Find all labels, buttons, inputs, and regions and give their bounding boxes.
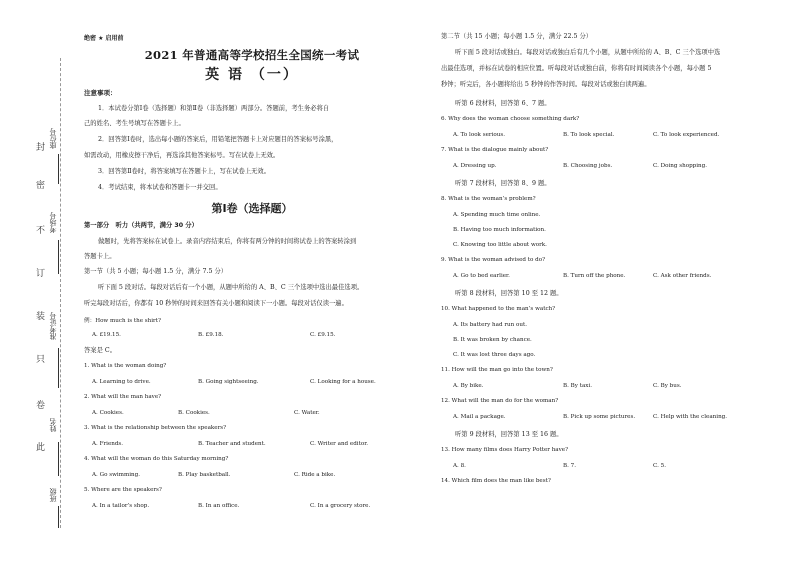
notice-line: 1．本试卷分第Ⅰ卷（选择题）和第Ⅱ卷（非选择题）两部分。答题前，考生务必将自 — [98, 105, 330, 112]
field-label: 准考证号 — [49, 312, 57, 340]
answer-option: B. Teacher and student. — [198, 441, 266, 447]
seal-char: 订 — [36, 269, 46, 279]
answer-option: A. To look serious. — [453, 132, 505, 138]
top-secret-label: 绝密 ★ 启用前 — [84, 35, 124, 42]
binding-dash-line — [60, 58, 61, 528]
question-text: 10. What happened to the man’s watch? — [441, 306, 556, 312]
question-text: 4. What will the woman do this Saturday morning? — [84, 456, 229, 462]
exam-title: 2021 年普通高等学校招生全国统一考试 — [144, 48, 360, 62]
subject-title: 英 语 （一） — [205, 67, 299, 83]
notice-line: 己的姓名、考生号填写在答题卡上。 — [84, 120, 185, 127]
answer-option: A. Its battery had run out. — [453, 322, 527, 328]
question-text: 2. What will the man have? — [84, 394, 162, 400]
notice-line: 3．回答第Ⅱ卷时，将答案填写在答题卡上，写在试卷上无效。 — [98, 168, 271, 175]
section2-intro-line: 出最佳选项，并标在试卷的相应位置。听每段对话或独白前，你将有时间阅读各个小题，每小题 5 — [441, 65, 712, 72]
example-question: 例：How much is the shirt? — [84, 318, 161, 324]
notice-line: 2．回答第Ⅰ卷时，选出每小题的答案后，用铅笔把答题卡上对应题目的答案标号涂黑， — [98, 136, 338, 143]
notice-line: 如需改动，用橡皮擦干净后，再选涂其他答案标号。写在试卷上无效。 — [84, 152, 280, 159]
answer-option: C. Water. — [294, 410, 320, 416]
question-text: 13. How many films does Harry Potter have? — [441, 447, 569, 453]
answer-option: B. Cookies. — [178, 410, 210, 416]
question-text: 9. What is the woman advised to do? — [441, 257, 546, 263]
field-underline — [58, 240, 59, 274]
answer-option: A. Learning to drive. — [92, 379, 151, 385]
answer-option: B. Pick up some pictures. — [563, 414, 636, 420]
answer-option: B. Having too much information. — [453, 227, 546, 233]
question-text: 8. What is the woman’s problem? — [441, 196, 536, 202]
section2-intro-line: 听下面 5 段对话或独白。每段对话或独白后有几个小题，从题中所给的 A、B、C 三个选项中选 — [455, 49, 721, 56]
answer-option: C. In a grocery store. — [310, 503, 371, 509]
section1-intro-line: 听下面 5 段对话。每段对话后有一个小题，从题中所给的 A、B、C 三个选项中选出最佳选项。 — [98, 284, 364, 291]
answer-option: C. To look experienced. — [653, 132, 720, 138]
answer-option: C. Help with the cleaning. — [653, 414, 728, 420]
volume-title: 第Ⅰ卷（选择题） — [211, 202, 293, 215]
answer-option: A. Friends. — [92, 441, 124, 447]
answer-option: B. By taxi. — [563, 383, 593, 389]
answer-option: C. Looking for a house. — [310, 379, 376, 385]
answer-option: A. In a tailor’s shop. — [92, 503, 150, 509]
material-instruction: 听第 7 段材料，回答第 8、9 题。 — [455, 180, 551, 187]
field-label: 班级 — [49, 488, 57, 502]
answer-option: B. Play basketball. — [178, 472, 231, 478]
question-text: 12. What will the man do for the woman? — [441, 398, 559, 404]
answer-option: B. Choosing jobs. — [563, 163, 613, 169]
section2-heading: 第二节（共 15 小题；每小题 1.5 分，满分 22.5 分） — [441, 33, 593, 40]
answer-option: A. Go to bed earlier. — [453, 273, 510, 279]
answer-option: C. Ride a bike. — [294, 472, 336, 478]
answer-option: B. In an office. — [198, 503, 240, 509]
answer-option: C. It was lost three days ago. — [453, 352, 536, 358]
answer-option: A. Dressing up. — [453, 163, 497, 169]
material-instruction: 听第 8 段材料，回答第 10 至 12 题。 — [455, 290, 563, 297]
part1-intro-line: 答题卡上。 — [84, 253, 116, 260]
answer-option: C. By bus. — [653, 383, 682, 389]
notice-line: 4．考试结束，将本试卷和答题卡一并交回。 — [98, 184, 222, 191]
seal-char: 密 — [36, 181, 46, 191]
answer-option: A. Mail a package. — [453, 414, 506, 420]
question-text: 1. What is the woman doing? — [84, 363, 167, 369]
section1-intro-line: 听完每段对话后，你都有 10 秒钟的时间来回答有关小题和阅读下一小题。每段对话仅读一遍。 — [84, 300, 348, 307]
seal-char: 卷 — [36, 401, 46, 411]
material-instruction: 听第 9 段材料，回答第 13 至 16 题。 — [455, 431, 563, 438]
answer-option: C. Doing shopping. — [653, 163, 707, 169]
answer-option: A. 8. — [453, 463, 466, 469]
answer-option: C. Writer and editor. — [310, 441, 369, 447]
answer-option: B. 7. — [563, 463, 577, 469]
answer-option: A. By bike. — [453, 383, 484, 389]
answer-option: C. Knowing too little about work. — [453, 242, 547, 248]
question-text: 6. Why does the woman choose something dark? — [441, 116, 580, 122]
field-label: 考场号 — [49, 212, 57, 233]
field-label: 座位号 — [49, 128, 57, 149]
answer-option: B. It was broken by chance. — [453, 337, 532, 343]
example-option-c: C. £9.15. — [310, 332, 336, 338]
answer-option: C. Ask other friends. — [653, 273, 712, 279]
part1-intro-line: 做题时，先将答案标在试卷上。录音内容结束后，你将有两分钟的时间将试卷上的答案转涂到 — [98, 238, 357, 245]
field-label: 姓名 — [49, 418, 57, 432]
notice-heading: 注意事项： — [84, 89, 117, 97]
section1-heading: 第一节（共 5 小题；每小题 1.5 分，满分 7.5 分） — [84, 268, 228, 275]
example-option-a: A. £19.15. — [92, 332, 121, 338]
example-option-b: B. £9.18. — [198, 332, 224, 338]
seal-char: 只 — [36, 355, 46, 365]
material-instruction: 听第 6 段材料，回答第 6、7 题。 — [455, 100, 551, 107]
seal-char: 封 — [36, 143, 46, 153]
part1-heading: 第一部分 听力（共两节，满分 30 分） — [84, 222, 198, 229]
question-text: 3. What is the relationship between the speakers? — [84, 425, 227, 431]
field-underline — [58, 348, 59, 388]
section2-intro-line: 秒钟；听完后，各小题将给出 5 秒钟的作答时间。每段对话或独白读两遍。 — [441, 81, 651, 88]
question-text: 11. How will the man go into the town? — [441, 367, 553, 373]
answer-option: B. Going sightseeing. — [198, 379, 259, 385]
field-underline — [58, 154, 59, 184]
answer-option: B. To look special. — [563, 132, 615, 138]
field-underline — [58, 506, 59, 528]
question-text: 7. What is the dialogue mainly about? — [441, 147, 549, 153]
answer-option: A. Cookies. — [92, 410, 124, 416]
answer-option: A. Go swimming. — [92, 472, 141, 478]
seal-char: 不 — [36, 226, 46, 236]
answer-option: A. Spending much time online. — [453, 212, 541, 218]
seal-char: 装 — [36, 312, 46, 322]
field-underline — [58, 442, 59, 476]
example-answer: 答案是 C。 — [84, 347, 117, 354]
question-text: 5. Where are the speakers? — [84, 487, 162, 493]
answer-option: B. Turn off the phone. — [563, 273, 626, 279]
question-text: 14. Which film does the man like best? — [441, 478, 551, 484]
answer-option: C. 5. — [653, 463, 666, 469]
seal-char: 此 — [36, 443, 46, 453]
